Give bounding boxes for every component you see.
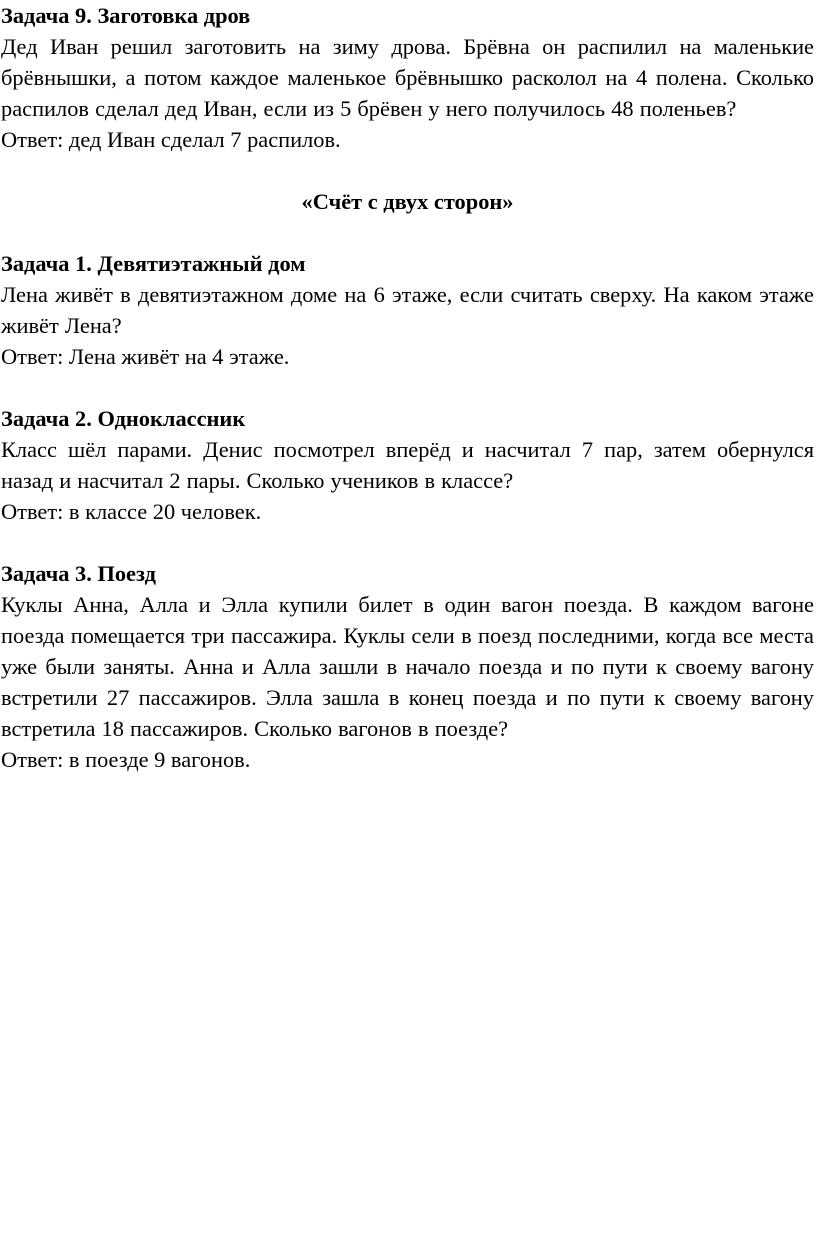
task-1 [1,248,814,372]
task-answer: Ответ: в классе 20 человек. [1,499,262,524]
task-text: Дед Иван решил заготовить на зиму дрова. Брёвна он распилил на маленькие брёвнышки, а потом каждое маленькое брёвнышко расколол на 4 полена. Сколько распилов сделал дед Иван, если из 5 брёвен у него получилось 48 поленьев? [1,34,814,121]
task-text: Класс шёл парами. Денис посмотрел вперёд и насчитал 7 пар, затем обернулся назад и насчитал 2 пары. Сколько учеников в классе? [1,437,814,493]
task-title: Задача 9. Заготовка дров [1,3,251,28]
section-heading: «Счёт с двух сторон» [301,189,514,214]
task-title: Задача 2. Одноклассник [1,406,246,431]
task-text: Куклы Анна, Алла и Элла купили билет в один вагон поезда. В каждом вагоне поезда помещается три пассажира. Куклы сели в поезд последними, когда все места уже были заняты. Анна и Алла зашли в начало поезда и по пути к своему вагону встретили 27 пассажиров. Элла зашла в конец поезда и по пути к своему вагону встретила 18 пассажиров. Сколько вагонов в поезде? [1,592,814,741]
task-title: Задача 3. Поезд [1,561,156,586]
task-answer: Ответ: Лена живёт на 4 этаже. [1,344,290,369]
task-title: Задача 1. Девятиэтажный дом [1,251,306,276]
task-answer: Ответ: в поезде 9 вагонов. [1,747,251,772]
task-9 [1,0,814,155]
task-text: Лена живёт в девятиэтажном доме на 6 этаже, если считать сверху. На каком этаже живёт Лена? [1,282,814,338]
task-answer: Ответ: дед Иван сделал 7 распилов. [1,127,341,152]
task-3 [1,558,814,775]
task-2 [1,403,814,527]
